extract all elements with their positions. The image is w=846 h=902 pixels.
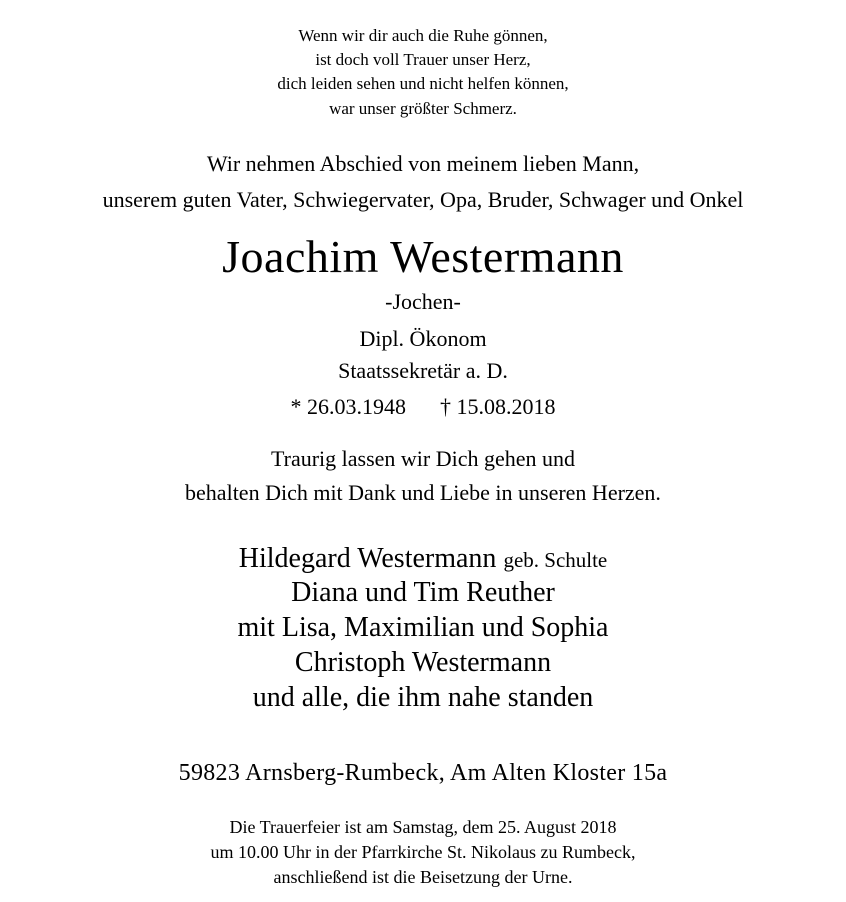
life-dates [0, 396, 846, 418]
ceremony-line-2: um 10.00 Uhr in der Pfarrkirche St. Nikolaus zu Rumbeck, [210, 842, 636, 862]
family-line-2: mit Lisa, Maximilian und Sophia [237, 612, 609, 643]
deceased-position: Staatssekretär a. D. [338, 358, 508, 383]
family-spouse [0, 545, 846, 573]
poem-line-4: war unser größter Schmerz. [329, 99, 517, 118]
intro-line-1: Wir nehmen Abschied von meinem lieben Mann, [206, 151, 640, 176]
address: 59823 Arnsberg-Rumbeck, Am Alten Kloster 15a [178, 760, 668, 786]
spouse-name: Hildegard Westermann [238, 543, 497, 574]
birth-date: * 26.03.1948 [290, 394, 406, 419]
deceased-nickname: -Jochen- [385, 289, 461, 314]
ceremony-line-1: Die Trauerfeier ist am Samstag, dem 25. August 2018 [229, 817, 617, 837]
deceased-degree: Dipl. Ökonom [359, 326, 487, 351]
farewell-line-2: behalten Dich mit Dank und Liebe in unseren Herzen. [185, 480, 661, 505]
spouse-maiden-name: geb. Schulte [503, 548, 608, 572]
intro-line-2: unserem guten Vater, Schwiegervater, Opa, Bruder, Schwager und Onkel [102, 187, 744, 212]
family-line-3: Christoph Westermann [294, 647, 552, 678]
poem-line-2: ist doch voll Trauer unser Herz, [315, 50, 531, 69]
death-date: † 15.08.2018 [440, 394, 556, 419]
family-line-4: und alle, die ihm nahe standen [252, 682, 594, 713]
deceased-name: Joachim Westermann [222, 231, 624, 282]
ceremony-line-3: anschließend ist die Beisetzung der Urne. [273, 867, 573, 887]
poem-line-3: dich leiden sehen und nicht helfen können, [277, 74, 569, 93]
family-line-1: Diana und Tim Reuther [291, 577, 555, 608]
farewell-line-1: Traurig lassen wir Dich gehen und [270, 446, 576, 471]
poem-line-1: Wenn wir dir auch die Ruhe gönnen, [298, 26, 548, 45]
